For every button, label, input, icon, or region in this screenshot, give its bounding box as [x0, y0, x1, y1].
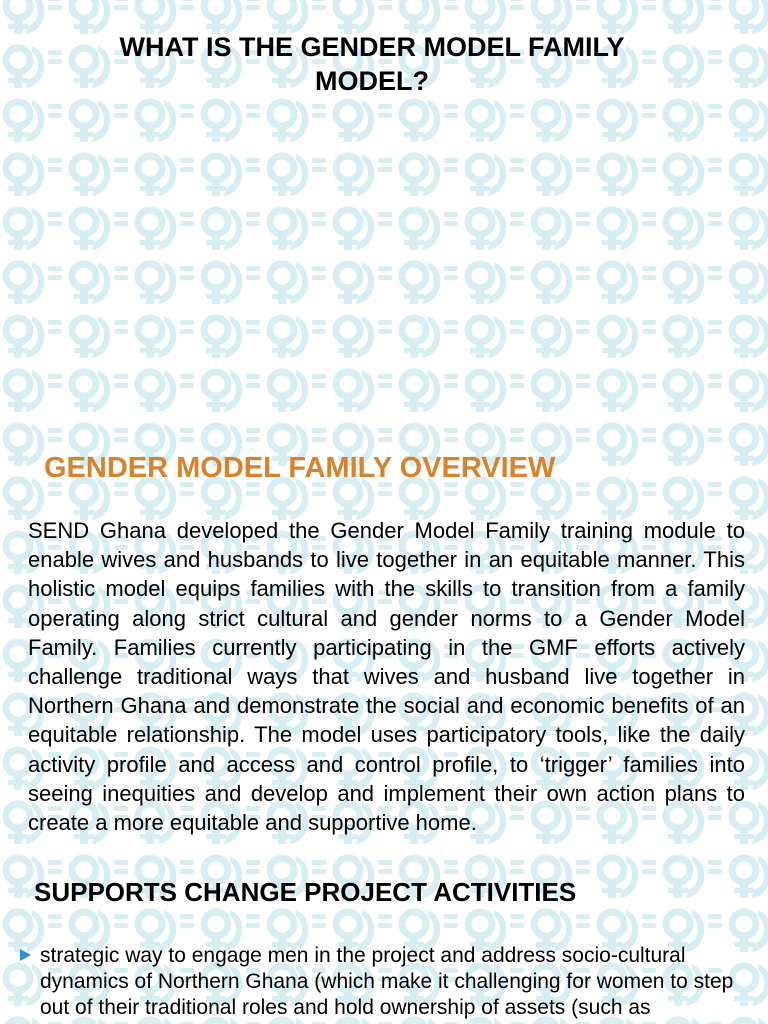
activities-list: [18, 943, 746, 1021]
list-item: [18, 943, 746, 1021]
activities-heading: SUPPORTS CHANGE PROJECT ACTIVITIES: [34, 877, 577, 907]
list-item-text: strategic way to engage men in the project and address socio-cultural dynamics of Northern Ghana (which make it challenging for women to step out of their traditional roles and hold ownership of assets (such as: [40, 944, 734, 1019]
triangle-bullet-icon: [20, 949, 31, 961]
overview-paragraph: SEND Ghana developed the Gender Model Family training module to enable wives and husbands to live together in an equitable manner. This holistic model equips families with the skills to transition from a family operating along strict cultural and gender norms to a Gender Model Family. Families currently participating in the GMF efforts actively challenge traditional ways that wives and husband live together in Northern Ghana and demonstrate the social and economic benefits of an equitable relationship. The model uses participatory tools, like the daily activity profile and access and control profile, to ‘trigger’ families into seeing inequities and develop and implement their own action plans to create a more equitable and supportive home.: [28, 518, 745, 836]
overview-heading: GENDER MODEL FAMILY OVERVIEW: [44, 452, 556, 484]
slide-title: WHAT IS THE GENDER MODEL FAMILY MODEL?: [119, 32, 625, 96]
